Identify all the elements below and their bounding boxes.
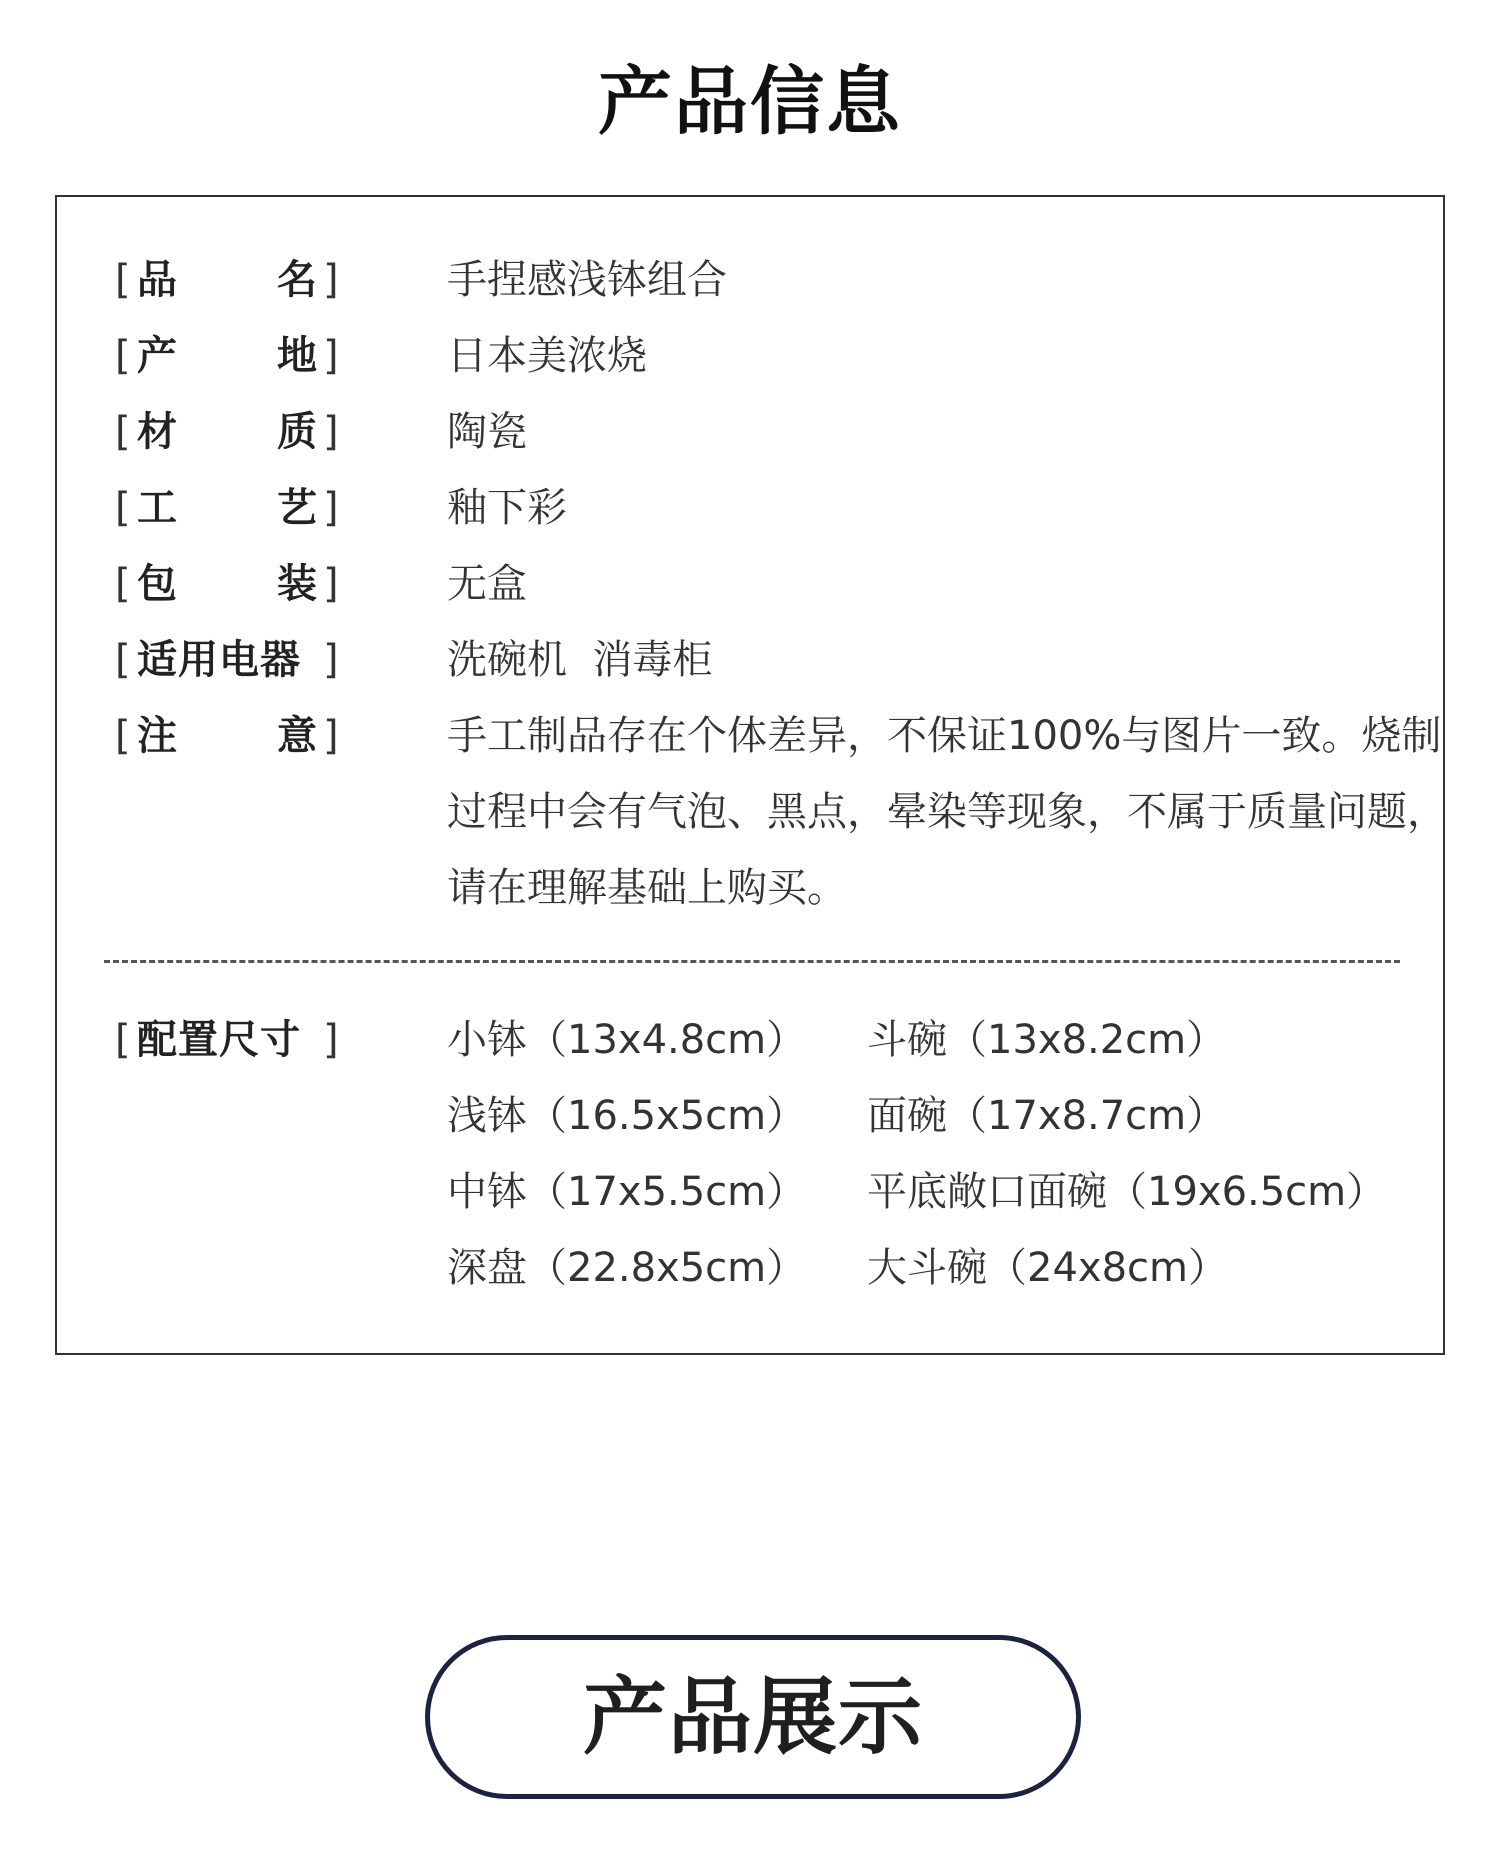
bracket-close: ]	[323, 485, 339, 531]
size-item: 深盘（22.8x5cm）	[447, 1245, 807, 1291]
bracket-close: ]	[323, 409, 339, 455]
row-value: 釉下彩	[447, 485, 567, 531]
bracket-open: [	[115, 713, 131, 759]
label-char: 材	[137, 409, 177, 455]
size-item: 斗碗（13x8.2cm）	[867, 1017, 1227, 1063]
label-char: 质	[277, 409, 317, 455]
page-title: 产品信息	[598, 59, 902, 145]
row-value: 手捏感浅钵组合	[447, 257, 727, 303]
size-item: 平底敞口面碗（19x6.5cm）	[867, 1169, 1387, 1215]
label-char: 产	[137, 333, 177, 379]
label-char: 意	[277, 713, 317, 759]
label-text: 配置尺寸	[137, 1017, 301, 1063]
bracket-open: [	[115, 561, 131, 607]
bracket-close: ]	[323, 1017, 339, 1063]
size-item: 大斗碗（24x8cm）	[867, 1245, 1228, 1291]
row-value: 无盒	[447, 561, 527, 607]
bracket-close: ]	[323, 637, 339, 683]
dashed-divider	[104, 960, 1400, 963]
size-item: 面碗（17x8.7cm）	[867, 1093, 1227, 1139]
size-list-left	[447, 1002, 806, 1306]
bracket-open: [	[115, 257, 131, 303]
row-value: 日本美浓烧	[447, 333, 647, 379]
label-char: 品	[137, 257, 177, 303]
bracket-open: [	[115, 333, 131, 379]
label-char: 包	[137, 561, 177, 607]
bracket-close: ]	[323, 257, 339, 303]
label-char: 装	[277, 561, 317, 607]
bracket-close: ]	[323, 561, 339, 607]
note-line: 请在理解基础上购买。	[447, 865, 847, 911]
label-char: 名	[277, 257, 317, 303]
label-char: 艺	[277, 485, 317, 531]
bracket-close: ]	[323, 333, 339, 379]
bracket-close: ]	[323, 713, 339, 759]
bracket-open: [	[115, 637, 131, 683]
note-line: 过程中会有气泡、黑点，晕染等现象，不属于质量问题，	[447, 789, 1447, 835]
label-char: 注	[137, 713, 177, 759]
size-item: 小钵（13x4.8cm）	[447, 1017, 807, 1063]
note-line: 手工制品存在个体差异，不保证100%与图片一致。烧制	[447, 713, 1442, 759]
product-showcase-button[interactable]	[425, 1635, 1081, 1799]
bracket-open: [	[115, 409, 131, 455]
label-char: 地	[277, 333, 317, 379]
label-char: 工	[137, 485, 177, 531]
note-text	[447, 698, 1457, 926]
product-info-box	[55, 195, 1445, 1355]
size-item: 浅钵（16.5x5cm）	[447, 1093, 807, 1139]
row-value: 陶瓷	[447, 409, 527, 455]
row-value: 洗碗机 消毒柜	[447, 637, 713, 683]
bracket-open: [	[115, 485, 131, 531]
bracket-open: [	[115, 1017, 131, 1063]
size-list-right	[867, 1002, 1386, 1306]
size-item: 中钵（17x5.5cm）	[447, 1169, 807, 1215]
product-showcase-label: 产品展示	[582, 1668, 923, 1766]
label-text: 适用电器	[137, 637, 301, 683]
